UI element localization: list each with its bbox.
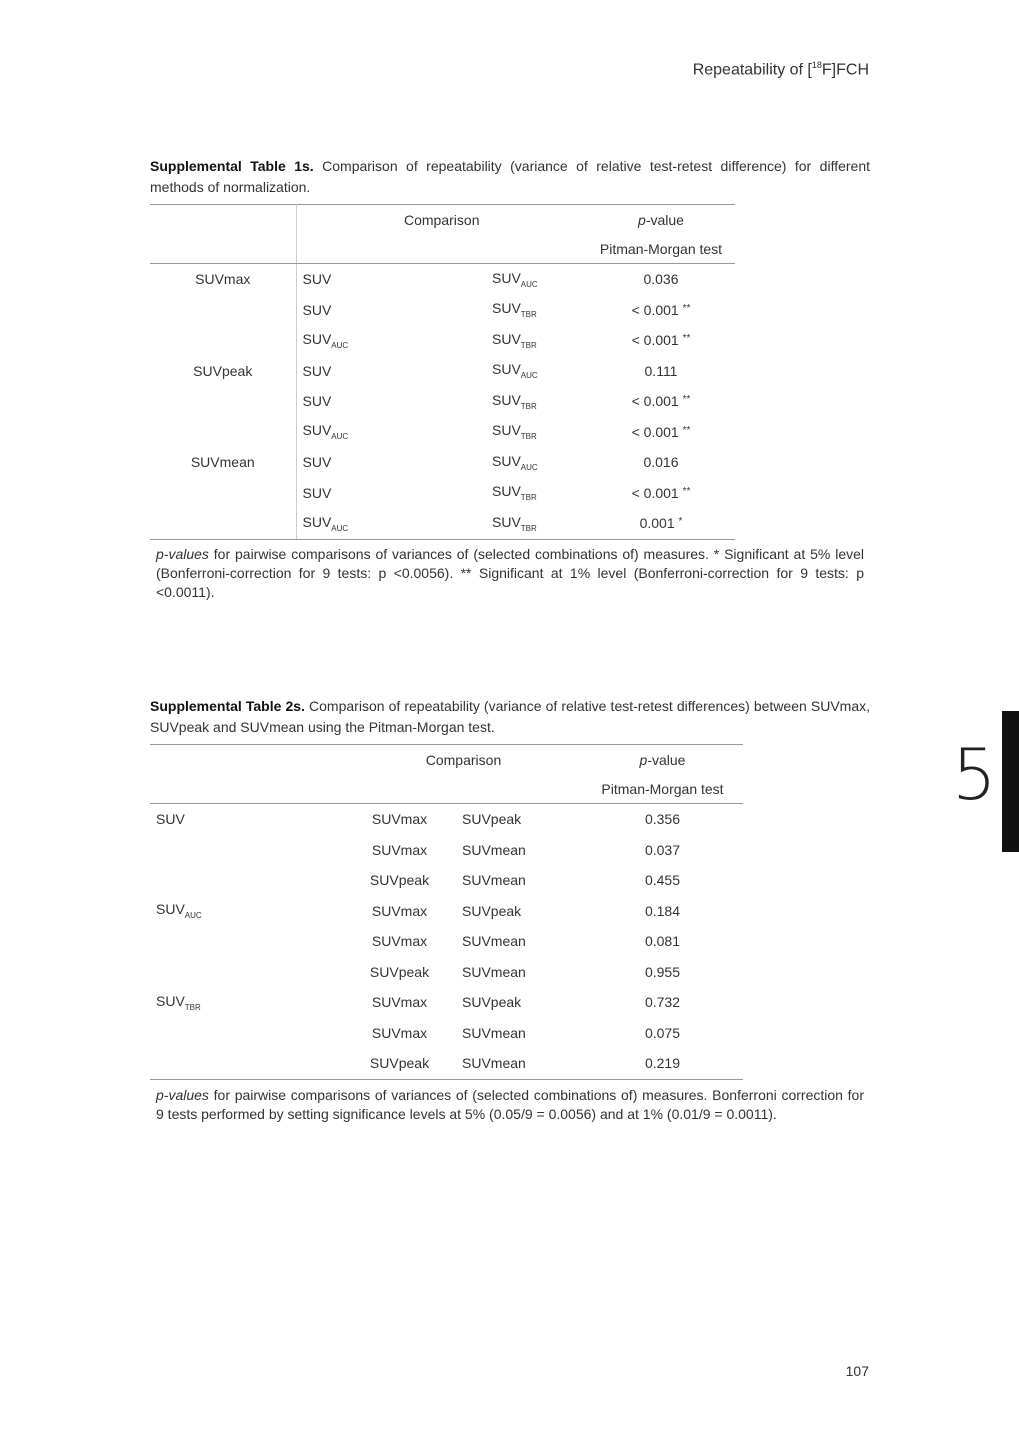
p-value-number: < 0.001	[631, 393, 679, 410]
measure-a	[296, 417, 486, 448]
measure-a-base: SUV	[302, 393, 332, 410]
measure-a: SUVmax	[371, 933, 428, 950]
table-row	[150, 835, 743, 866]
chapter-number: 5	[952, 734, 997, 816]
measure-b: SUVpeak	[462, 811, 522, 828]
row-group: SUVmean	[150, 447, 296, 478]
chapter-tab	[1002, 711, 1019, 852]
measure-a	[296, 295, 486, 326]
measure-b	[486, 295, 587, 326]
measure-a: SUVmax	[371, 902, 428, 919]
p-value	[587, 508, 735, 539]
p-value	[587, 417, 735, 448]
measure-a	[296, 447, 486, 478]
measure-b-base: SUV	[492, 483, 521, 500]
measure-a: SUVpeak	[369, 963, 430, 980]
row-group	[150, 926, 345, 957]
measure-b	[486, 325, 587, 356]
table2-header-comparison: Comparison	[425, 751, 502, 768]
table-row	[150, 957, 743, 988]
table2-caption-text: Comparison of repeatability (variance of relative test-retest differences) between SUVmax, SUVpeak and SUVmean using the Pitman-Morgan test.	[150, 698, 870, 735]
row-group	[150, 896, 345, 927]
row-group	[150, 1018, 345, 1049]
significance-marker: **	[682, 302, 691, 314]
p-value-number: 0.016	[643, 454, 679, 471]
row-group-sub: AUC	[184, 911, 202, 921]
measure-b-base: SUV	[492, 422, 521, 439]
table1-caption-label: Supplemental Table 1s.	[150, 158, 314, 174]
p-value: 0.075	[644, 1024, 681, 1041]
measure-b-sub: TBR	[520, 310, 537, 320]
measure-a: SUVpeak	[369, 872, 430, 889]
table2-header-pvalue	[582, 745, 743, 775]
row-group	[150, 957, 345, 988]
measure-b: SUVpeak	[462, 994, 522, 1011]
measure-b-sub: TBR	[520, 401, 537, 411]
measure-a: SUVmax	[371, 994, 428, 1011]
row-group	[150, 865, 345, 896]
p-value-number: < 0.001	[631, 332, 679, 349]
row-group-base: SUV	[156, 811, 185, 828]
measure-a	[296, 478, 486, 509]
table-row	[150, 386, 735, 417]
table-row	[150, 1018, 743, 1049]
measure-b: SUVmean	[462, 841, 526, 858]
p-value-number: < 0.001	[631, 301, 679, 318]
table1-header-test: Pitman-Morgan test	[587, 234, 735, 264]
significance-marker: **	[682, 485, 691, 497]
measure-b	[486, 478, 587, 509]
p-value	[587, 356, 735, 387]
table1-caption	[150, 156, 870, 198]
measure-b-sub: AUC	[520, 371, 538, 381]
row-group: SUVpeak	[150, 356, 296, 387]
table-row	[150, 478, 735, 509]
measure-b-sub: TBR	[520, 432, 537, 442]
page-number: 107	[845, 1363, 869, 1379]
measure-a-base: SUV	[302, 271, 332, 288]
p-value	[587, 325, 735, 356]
measure-b-base: SUV	[492, 300, 521, 317]
measure-b	[486, 386, 587, 417]
p-value: 0.356	[644, 811, 681, 828]
significance-marker: **	[682, 394, 691, 406]
row-group	[150, 386, 296, 417]
row-group	[150, 478, 296, 509]
table-row	[150, 264, 735, 295]
measure-a: SUVpeak	[345, 1048, 454, 1079]
measure-a-sub: AUC	[331, 340, 349, 350]
measure-a-base: SUV	[302, 454, 332, 471]
measure-a-base: SUV	[302, 513, 332, 530]
p-value: 0.455	[644, 872, 681, 889]
table1-footnote-text: for pairwise comparisons of variances of (selected combinations of) measures. * Significant at 5% level (Bonferroni-correction for 9 tests: p <0.0056). ** Significant at 1% level (Bonferroni-correction for 9 tests: p <0.0011).	[156, 546, 864, 600]
row-group	[150, 804, 345, 835]
table2-caption	[150, 696, 870, 738]
table1-header-pvalue	[587, 205, 735, 235]
measure-b-base: SUV	[492, 361, 521, 378]
p-value-number: 0.036	[643, 271, 679, 288]
table-row	[150, 295, 735, 326]
table-row	[150, 508, 735, 539]
row-group	[150, 417, 296, 448]
p-value	[587, 478, 735, 509]
measure-b	[486, 508, 587, 539]
table2-footnote	[156, 1086, 864, 1124]
measure-a-base: SUV	[302, 484, 332, 501]
measure-b	[486, 417, 587, 448]
row-group	[150, 295, 296, 326]
measure-a	[296, 356, 486, 387]
measure-a	[296, 508, 486, 539]
measure-b	[486, 264, 587, 295]
p-value: 0.219	[582, 1048, 743, 1079]
row-group-sub: TBR	[184, 1002, 201, 1012]
p-value-number: 0.111	[644, 362, 678, 379]
p-value: 0.732	[644, 994, 681, 1011]
row-group	[150, 987, 345, 1018]
significance-marker: **	[682, 424, 691, 436]
measure-b: SUVmean	[462, 872, 526, 889]
row-group-base: SUV	[156, 992, 185, 1009]
p-value	[587, 295, 735, 326]
table2-header-blank	[150, 745, 345, 775]
table2-caption-label: Supplemental Table 2s.	[150, 698, 305, 714]
measure-a	[296, 386, 486, 417]
table-row	[150, 987, 743, 1018]
table2-header-value: -value	[647, 751, 686, 768]
measure-b: SUVmean	[462, 933, 526, 950]
running-head-suffix: F]FCH	[821, 61, 869, 79]
measure-b: SUVpeak	[462, 902, 522, 919]
running-head	[693, 60, 869, 79]
table1-header-value: -value	[645, 211, 684, 228]
table-row	[150, 804, 743, 835]
measure-a: SUVmax	[371, 811, 428, 828]
measure-a-sub: AUC	[331, 432, 349, 442]
measure-b-sub: TBR	[520, 340, 537, 350]
table-row	[150, 926, 743, 957]
measure-b-sub: TBR	[520, 493, 537, 503]
measure-b	[486, 356, 587, 387]
p-value: 0.955	[644, 963, 681, 980]
running-head-prefix: Repeatability of [	[692, 61, 812, 79]
p-value-number: < 0.001	[631, 484, 679, 501]
measure-b-sub: TBR	[520, 523, 537, 533]
table2	[150, 744, 743, 1080]
measure-a	[296, 325, 486, 356]
row-group	[150, 1048, 345, 1079]
table1	[150, 204, 735, 540]
table-row	[150, 417, 735, 448]
significance-marker: *	[678, 516, 683, 528]
table1-header-blank	[150, 205, 296, 235]
table1-footnote-italic: p-values	[156, 546, 209, 562]
p-value: 0.037	[644, 841, 681, 858]
row-group	[150, 325, 296, 356]
measure-b: SUVmean	[454, 1048, 582, 1079]
table1-caption-text: Comparison of repeatability (variance of relative test-retest difference) for different methods of normalization.	[150, 158, 870, 195]
measure-b-base: SUV	[492, 330, 521, 347]
significance-marker: **	[682, 333, 691, 345]
measure-a-sub: AUC	[331, 523, 349, 533]
measure-b-base: SUV	[492, 513, 521, 530]
measure-b-base: SUV	[492, 452, 521, 469]
table-row	[150, 356, 735, 387]
measure-a: SUVmax	[371, 841, 428, 858]
measure-b-base: SUV	[492, 269, 521, 286]
measure-b	[486, 447, 587, 478]
measure-a-base: SUV	[302, 330, 332, 347]
p-value	[587, 386, 735, 417]
row-group	[150, 508, 296, 539]
table-row	[150, 325, 735, 356]
row-group: SUVmax	[150, 264, 296, 295]
row-group-base: SUV	[156, 901, 185, 918]
measure-b: SUVmean	[462, 1024, 526, 1041]
measure-a-base: SUV	[302, 422, 332, 439]
measure-b-sub: AUC	[520, 279, 538, 289]
p-value: 0.081	[644, 933, 681, 950]
p-value: 0.184	[644, 902, 681, 919]
table1-header-p: p	[638, 211, 646, 228]
table2-header-p: p	[639, 751, 648, 768]
table-row	[150, 1048, 743, 1079]
measure-a: SUVmax	[371, 1024, 428, 1041]
table-row	[150, 447, 735, 478]
running-head-isotope: 18	[811, 60, 822, 70]
table-row	[150, 865, 743, 896]
table-row	[150, 896, 743, 927]
p-value	[587, 447, 735, 478]
measure-b-base: SUV	[492, 391, 521, 408]
measure-b: SUVmean	[462, 963, 526, 980]
measure-a-base: SUV	[302, 362, 332, 379]
table2-footnote-text: for pairwise comparisons of variances of (selected combinations of) measures. Bonferroni correction for 9 tests performed by setting significance levels at 5% (0.05/9 = 0.0056) and at 1% (0.01/9 = 0.0011).	[156, 1087, 864, 1122]
table1-header-comparison: Comparison	[404, 211, 480, 228]
measure-a-base: SUV	[302, 301, 332, 318]
table2-footnote-italic: p-values	[156, 1087, 209, 1103]
p-value	[587, 264, 735, 295]
table2-header-test: Pitman-Morgan test	[582, 774, 743, 804]
measure-b-sub: AUC	[520, 462, 538, 472]
measure-a	[296, 264, 486, 295]
table1-footnote	[156, 545, 864, 602]
p-value-number: < 0.001	[631, 423, 679, 440]
row-group	[150, 835, 345, 866]
p-value-number: 0.001	[639, 515, 675, 532]
